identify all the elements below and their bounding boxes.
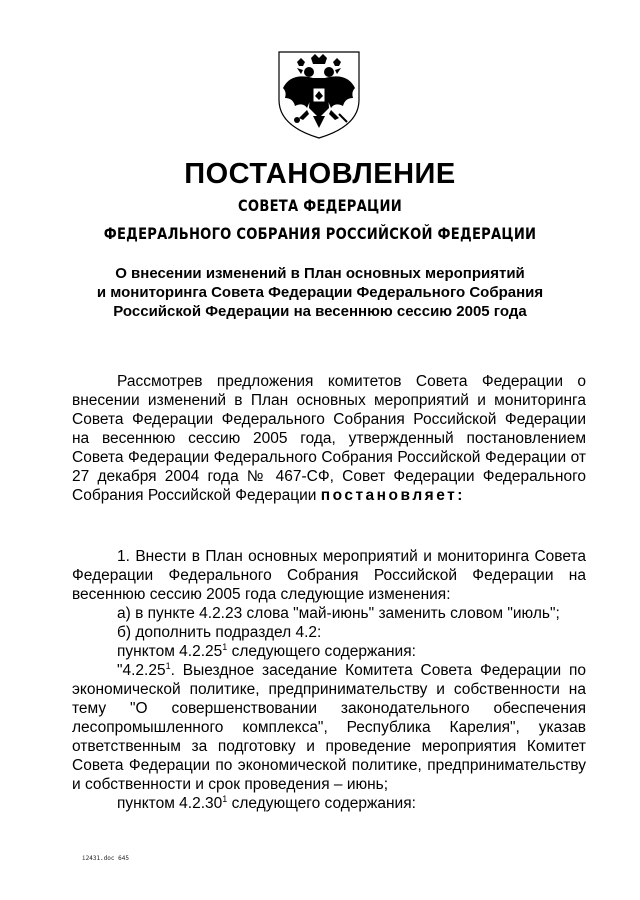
document-title: ПОСТАНОВЛЕНИЕ <box>184 158 456 190</box>
item-b1-prefix: пунктом 4.2.25 <box>117 643 223 660</box>
item-c-prefix: пунктом 4.2.30 <box>117 795 223 812</box>
item-c-suffix: следующего содержания: <box>227 795 416 812</box>
clause-item-a: а) в пункте 4.2.23 слова "май-июнь" заменить словом "июль"; <box>117 605 560 622</box>
item-b1-suffix: следующего содержания: <box>227 643 416 660</box>
preamble-text: Рассмотрев предложения комитетов Совета Федерации о внесении изменений в План основных мероприятий и мониторинга Совета Федерации Федерального Собрания Российской Федерации на весеннюю сессию 2005 года, утвержденный постановлением Совета Федерации Федерального Собрания Российской Федерации от 27 декабря 2004 года № 467-СФ, Совет Федерации Федерального Собрания Российской Федерации <box>72 373 586 504</box>
item-b1-superscript: 1 <box>222 641 228 652</box>
heading-line-3: Российской Федерации на весеннюю сессию 2005 года <box>113 303 527 320</box>
preamble-paragraph <box>72 372 586 505</box>
coat-of-arms-icon <box>273 48 365 140</box>
resolution-heading <box>0 264 640 321</box>
clause-item-b1 <box>72 642 586 661</box>
document-reference: i2431.doc 645 <box>82 855 129 862</box>
clause-item-c <box>72 794 586 813</box>
quote-text: . Выездное заседание Комитета Совета Федерации по экономической политике, предпринимательству и собственности на тему "О совершенствовании законодательного обеспечения лесопромышленного комплекса", Республика Карелия", указав ответственным за подготовку и проведение мероприятия Комитет Совета Федерации по экономической политике, предпринимательству и собственности и срок проведения – июнь; <box>72 662 586 793</box>
clause-1: 1. Внести в План основных мероприятий и мониторинга Совета Федерации Федерального Собрания Российской Федерации на весеннюю сессию 2005 года следующие изменения: <box>72 548 586 603</box>
heading-line-1: О внесении изменений в План основных мероприятий <box>115 265 525 282</box>
clause-item-b: б) дополнить подраздел 4.2: <box>117 624 322 641</box>
heading-line-2: и мониторинга Совета Федерации Федерального Собрания <box>96 284 544 301</box>
quote-superscript: 1 <box>165 660 171 671</box>
resolution-body <box>72 547 586 813</box>
quote-prefix: "4.2.25 <box>117 662 166 679</box>
quoted-clause <box>72 661 586 794</box>
issuer-line-1: СОВЕТА ФЕДЕРАЦИИ <box>238 196 402 215</box>
resolves-word: постановляет: <box>320 487 465 504</box>
issuer-line-2: ФЕДЕРАЛЬНОГО СОБРАНИЯ РОССИЙСКОЙ ФЕДЕРАЦИИ <box>103 224 537 243</box>
item-c-superscript: 1 <box>222 793 228 804</box>
